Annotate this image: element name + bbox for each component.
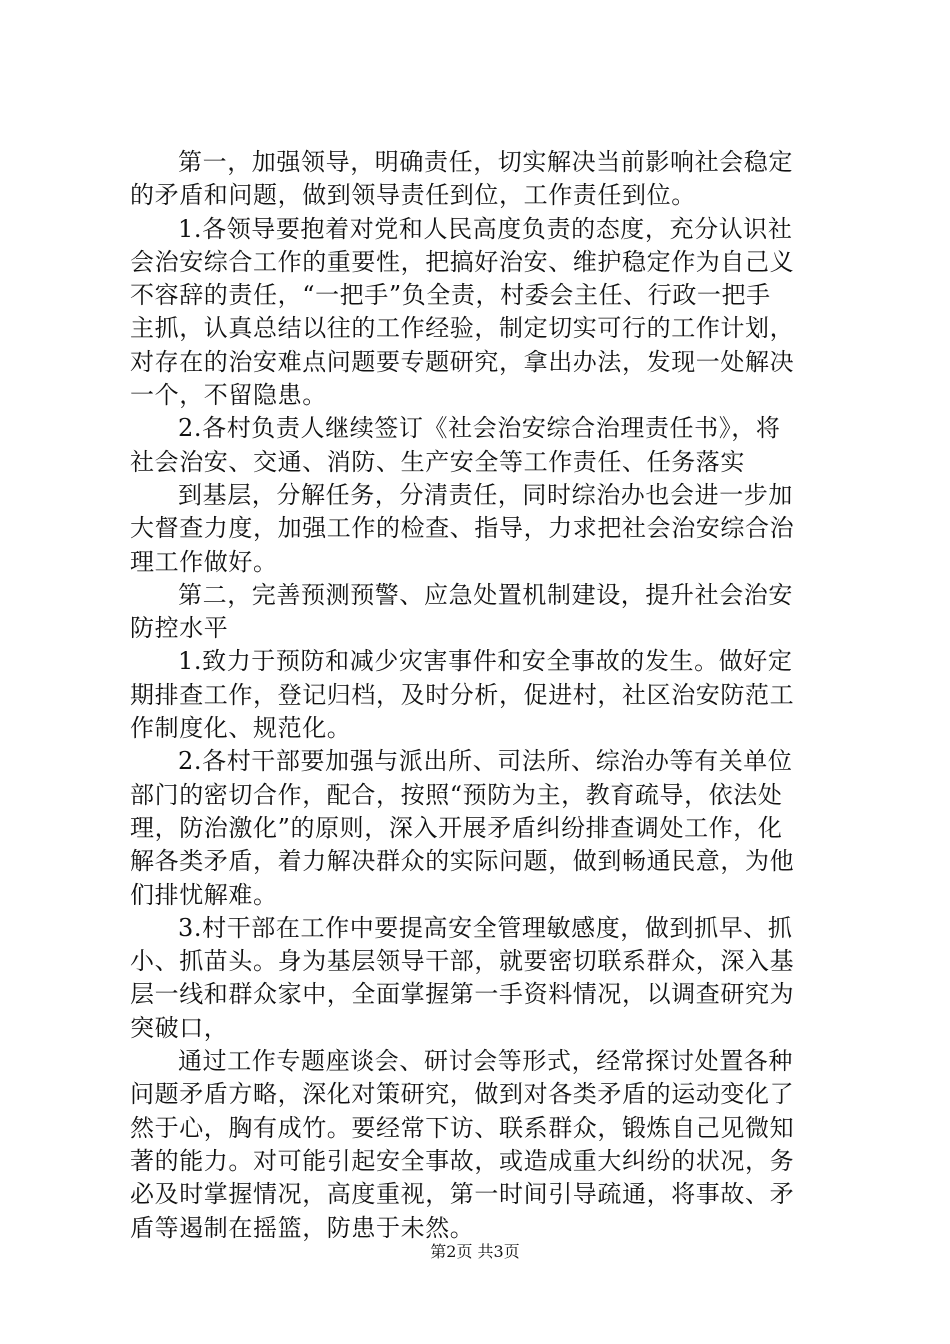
document-body xyxy=(130,146,830,1245)
text-line: 必及时掌握情况，高度重视，第一时间引导疏通，将事故、矛 xyxy=(130,1180,795,1209)
text-line: 社会治安、交通、消防、生产安全等工作责任、任务落实 xyxy=(130,447,745,476)
text-line: 们排忧解难。 xyxy=(130,880,278,909)
text-line: 的矛盾和问题，做到领导责任到位，工作责任到位。 xyxy=(130,181,696,210)
text-line: 通过工作专题座谈会、研讨会等形式，经常探讨处置各种 xyxy=(178,1047,793,1076)
text-line: 理，防治激化”的原则，深入开展矛盾纠纷排查调处工作，化 xyxy=(130,813,783,842)
text-line: 大督查力度，加强工作的检查、指导，力求把社会治安综合治 xyxy=(130,514,795,543)
text-line: 2.各村负责人继续签订《社会治安综合治理责任书》，将 xyxy=(178,414,781,443)
text-line: 一个，不留隐患。 xyxy=(130,381,327,410)
text-line: 2.各村干部要加强与派出所、司法所、综治办等有关单位 xyxy=(178,747,793,776)
text-line: 突破口， xyxy=(130,1013,229,1042)
text-line: 1.致力于预防和减少灾害事件和安全事故的发生。做好定 xyxy=(178,647,793,676)
text-line: 第二，完善预测预警、应急处置机制建设，提升社会治安 xyxy=(178,580,793,609)
text-line: 盾等遏制在摇篮，防患于未然。 xyxy=(130,1213,475,1242)
text-line: 对存在的治安难点问题要专题研究，拿出办法，发现一处解决 xyxy=(130,347,795,376)
text-line: 理工作做好。 xyxy=(130,547,278,576)
text-line: 作制度化、规范化。 xyxy=(130,714,352,743)
text-line: 问题矛盾方略，深化对策研究，做到对各类矛盾的运动变化了 xyxy=(130,1080,795,1109)
text-line: 第一，加强领导，明确责任，切实解决当前影响社会稳定 xyxy=(178,148,793,176)
text-line: 到基层，分解任务，分清责任，同时综治办也会进一步加 xyxy=(178,480,793,509)
text-line: 会治安综合工作的重要性，把搞好治安、维护稳定作为自己义 xyxy=(130,247,795,276)
text-line: 3.村干部在工作中要提高安全管理敏感度，做到抓早、抓 xyxy=(178,913,793,942)
text-line: 主抓，认真总结以往的工作经验，制定切实可行的工作计划， xyxy=(130,314,795,343)
text-line: 部门的密切合作，配合，按照“预防为主，教育疏导，依法处 xyxy=(130,780,783,809)
page-footer: 第2页 共3页 xyxy=(430,1242,520,1261)
text-line: 不容辞的责任，“一把手”负全责，村委会主任、行政一把手 xyxy=(130,281,771,310)
text-line: 然于心，胸有成竹。要经常下访、联系群众，锻炼自己见微知 xyxy=(130,1113,795,1142)
text-line: 小、抓苗头。身为基层领导干部，就要密切联系群众，深入基 xyxy=(130,947,795,976)
text-line: 1.各领导要抱着对党和人民高度负责的态度，充分认识社 xyxy=(178,214,793,243)
text-line: 防控水平 xyxy=(130,614,229,643)
text-line: 著的能力。对可能引起安全事故，或造成重大纠纷的状况，务 xyxy=(130,1146,795,1175)
text-line: 期排查工作，登记归档，及时分析，促进村，社区治安防范工 xyxy=(130,680,795,709)
text-line: 解各类矛盾，着力解决群众的实际问题，做到畅通民意，为他 xyxy=(130,847,795,876)
text-line: 层一线和群众家中，全面掌握第一手资料情况，以调查研究为 xyxy=(130,980,795,1009)
